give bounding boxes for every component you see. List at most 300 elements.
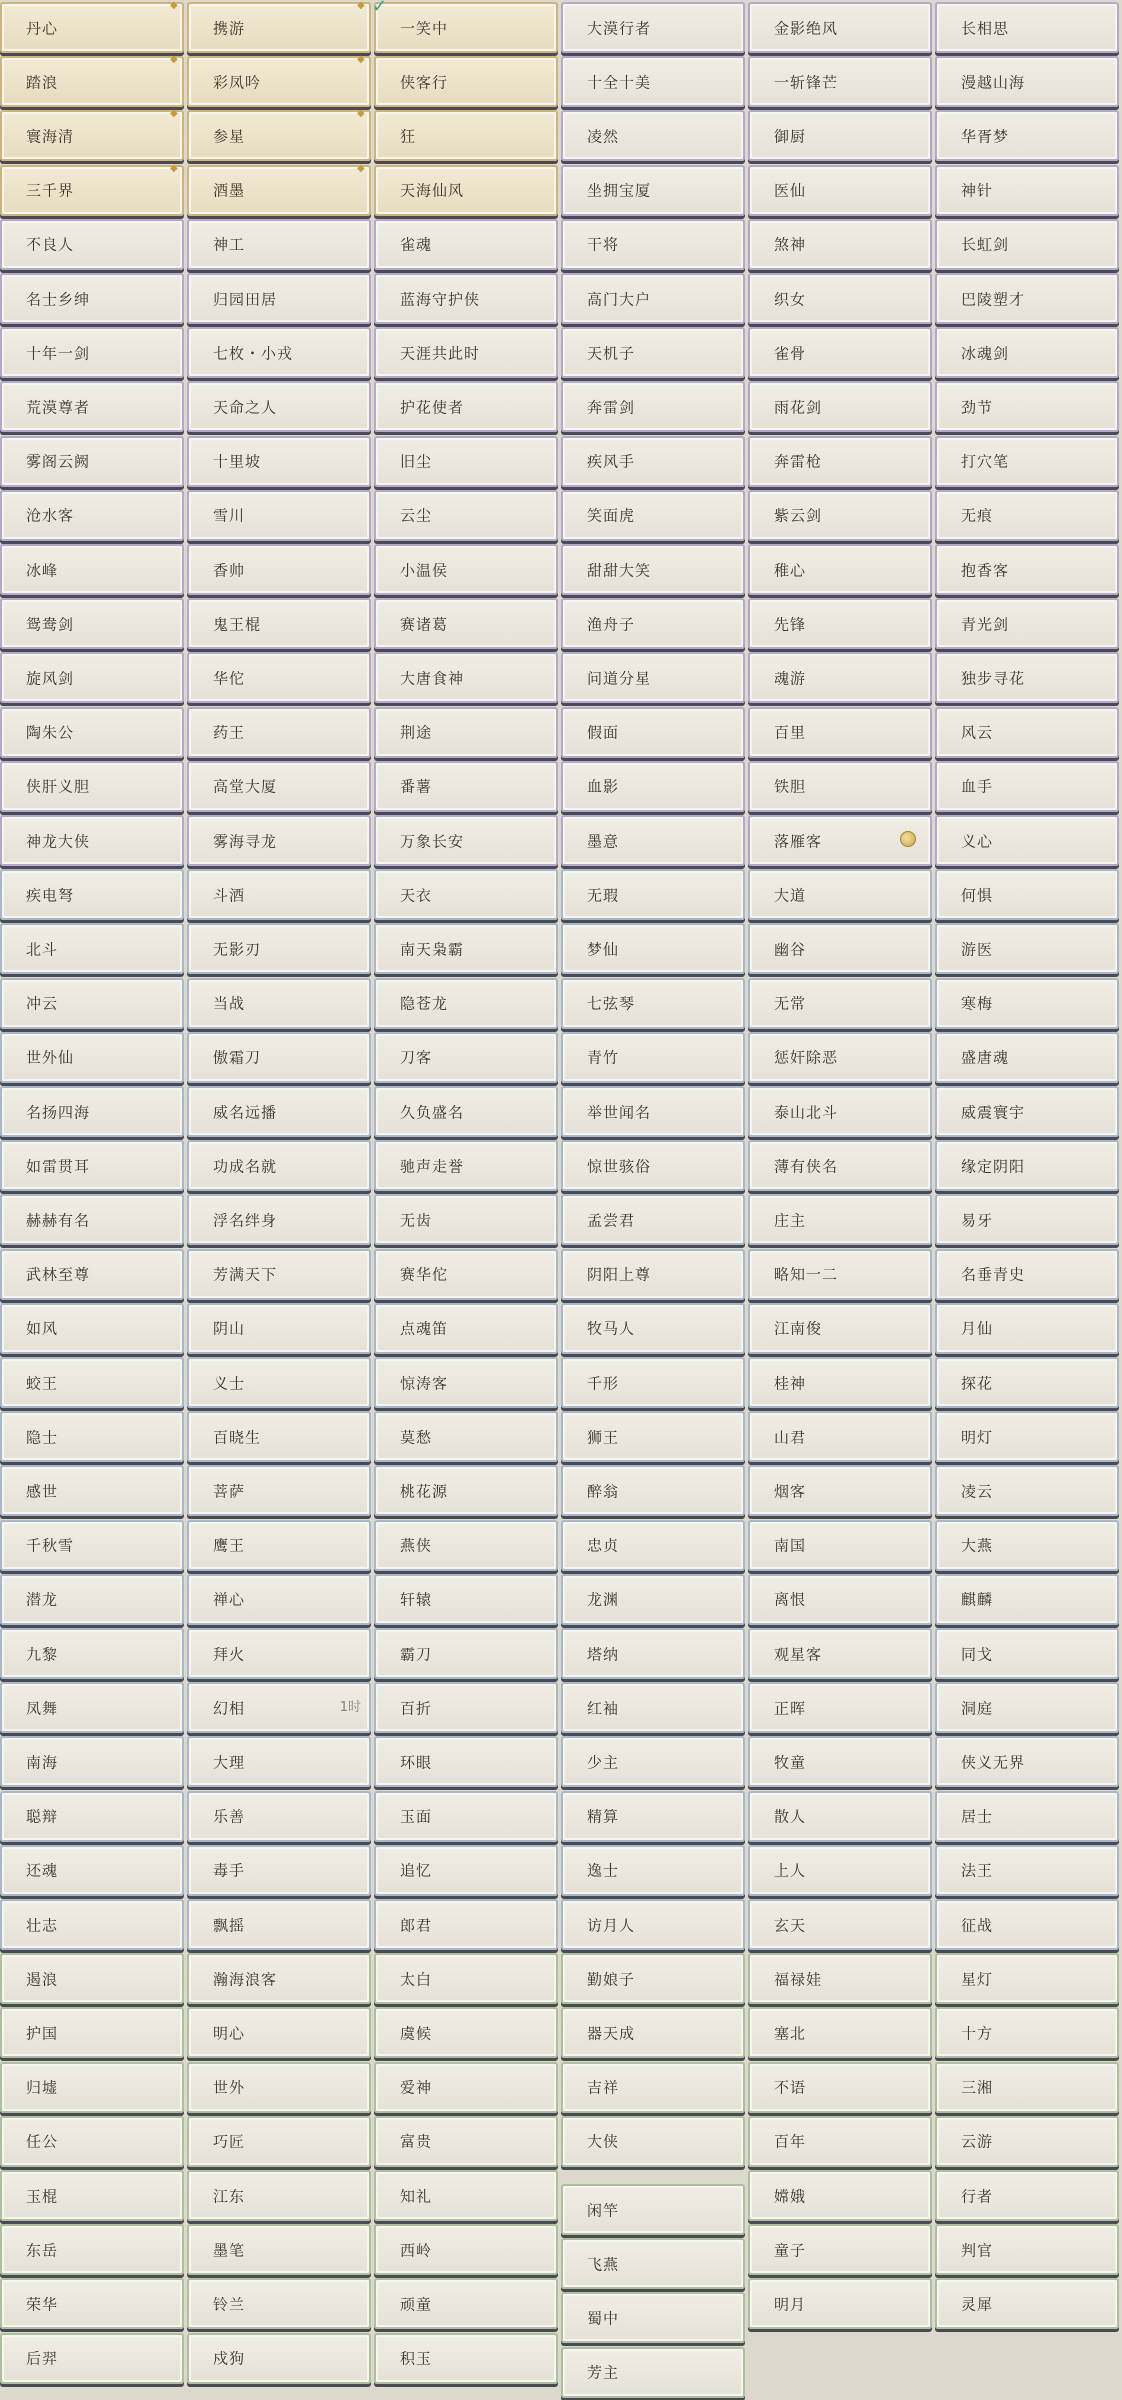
title-cell[interactable] — [0, 273, 184, 324]
title-label: 南天枭霸 — [400, 940, 465, 959]
title-cell[interactable] — [0, 110, 184, 161]
title-label: 青光剑 — [961, 615, 1010, 634]
title-cell[interactable] — [374, 1465, 558, 1516]
title-label: 武林至尊 — [26, 1265, 91, 1284]
title-cell[interactable] — [935, 1736, 1119, 1787]
title-cell[interactable] — [187, 1357, 371, 1408]
title-cell[interactable] — [561, 1249, 745, 1300]
title-cell[interactable] — [935, 2278, 1119, 2329]
title-cell[interactable] — [748, 1140, 932, 1191]
title-cell[interactable] — [374, 327, 558, 378]
title-cell[interactable] — [0, 1303, 184, 1354]
title-cell[interactable] — [0, 869, 184, 920]
title-cell[interactable] — [0, 1357, 184, 1408]
title-cell[interactable] — [374, 1845, 558, 1896]
title-label: 富贵 — [400, 2132, 433, 2151]
title-cell[interactable] — [561, 1628, 745, 1679]
title-cell[interactable] — [935, 707, 1119, 758]
title-cell[interactable] — [187, 1682, 371, 1733]
title-label: 如风 — [26, 1319, 59, 1338]
title-cell[interactable] — [374, 1140, 558, 1191]
title-cell[interactable] — [561, 2347, 745, 2398]
title-cell[interactable] — [561, 2062, 745, 2113]
title-cell[interactable] — [187, 381, 371, 432]
title-cell[interactable] — [374, 436, 558, 487]
title-cell[interactable] — [187, 327, 371, 378]
title-cell[interactable] — [0, 2333, 184, 2384]
title-cell[interactable] — [561, 1845, 745, 1896]
title-cell[interactable] — [748, 327, 932, 378]
title-cell[interactable] — [0, 162, 184, 216]
title-cell[interactable] — [935, 1032, 1119, 1083]
title-cell[interactable] — [0, 1520, 184, 1571]
title-label: 高堂大厦 — [213, 777, 278, 796]
title-cell[interactable] — [561, 1303, 745, 1354]
title-cell[interactable] — [374, 1574, 558, 1625]
title-cell[interactable] — [0, 598, 184, 649]
title-cell[interactable] — [374, 381, 558, 432]
title-cell[interactable] — [187, 1520, 371, 1571]
title-cell[interactable] — [0, 436, 184, 487]
title-cell[interactable] — [748, 923, 932, 974]
title-cell[interactable] — [935, 1574, 1119, 1625]
title-cell[interactable] — [748, 1357, 932, 1408]
title-cell[interactable] — [187, 2333, 371, 2384]
title-cell[interactable] — [935, 1194, 1119, 1245]
title-cell[interactable] — [561, 815, 745, 866]
title-cell[interactable] — [561, 1032, 745, 1083]
title-cell[interactable] — [187, 761, 371, 812]
title-cell[interactable] — [0, 56, 184, 107]
title-cell[interactable] — [748, 1953, 932, 2004]
title-cell[interactable] — [561, 1682, 745, 1733]
title-cell[interactable] — [187, 1628, 371, 1679]
title-cell[interactable] — [748, 490, 932, 541]
title-cell[interactable] — [561, 1791, 745, 1842]
title-label: 精算 — [587, 1807, 620, 1826]
title-cell[interactable] — [0, 2170, 184, 2221]
title-cell[interactable] — [748, 1411, 932, 1462]
title-label: 牧马人 — [587, 1319, 636, 1338]
title-label: 壮志 — [26, 1916, 59, 1934]
title-cell[interactable] — [187, 978, 371, 1029]
title-cell[interactable] — [374, 1086, 558, 1137]
title-label: 威震寰宇 — [961, 1103, 1026, 1121]
title-cell[interactable] — [935, 869, 1119, 920]
title-cell[interactable] — [748, 978, 932, 1029]
title-cell[interactable] — [561, 869, 745, 920]
title-cell[interactable] — [0, 1736, 184, 1787]
title-cell[interactable] — [935, 436, 1119, 487]
title-cell[interactable] — [374, 1411, 558, 1462]
title-cell[interactable] — [374, 1953, 558, 2004]
title-cell[interactable] — [935, 1682, 1119, 1733]
title-cell[interactable] — [748, 652, 932, 703]
title-label: 惊涛客 — [400, 1374, 449, 1392]
title-cell[interactable] — [187, 273, 371, 324]
title-cell[interactable] — [748, 869, 932, 920]
title-cell[interactable] — [748, 761, 932, 812]
title-cell[interactable] — [561, 1465, 745, 1516]
title-cell[interactable] — [935, 761, 1119, 812]
title-label: 天机子 — [587, 344, 636, 363]
title-cell[interactable] — [187, 2224, 371, 2275]
title-cell[interactable] — [0, 1465, 184, 1516]
title-cell[interactable] — [187, 2170, 371, 2221]
title-cell[interactable] — [561, 2116, 745, 2167]
title-cell[interactable] — [748, 815, 932, 866]
title-cell[interactable] — [748, 219, 932, 270]
title-cell[interactable] — [561, 381, 745, 432]
title-cell[interactable] — [374, 761, 558, 812]
title-cell[interactable] — [748, 56, 932, 107]
title-cell[interactable] — [187, 2, 371, 53]
title-cell[interactable] — [935, 598, 1119, 649]
title-cell[interactable] — [748, 1628, 932, 1679]
title-cell[interactable] — [748, 165, 932, 216]
title-cell[interactable] — [935, 2062, 1119, 2113]
title-cell[interactable] — [748, 1736, 932, 1787]
title-cell[interactable] — [187, 1791, 371, 1842]
title-label: 观星客 — [774, 1645, 823, 1663]
title-cell[interactable] — [187, 2116, 371, 2167]
title-label: 洞庭 — [961, 1699, 994, 1718]
title-cell[interactable] — [0, 1953, 184, 2004]
title-label: 织女 — [774, 290, 807, 308]
title-cell[interactable] — [374, 2170, 558, 2221]
title-cell[interactable] — [935, 2224, 1119, 2275]
title-cell[interactable] — [187, 219, 371, 270]
title-label: 雀魂 — [400, 235, 433, 254]
title-cell[interactable] — [187, 544, 371, 595]
title-cell[interactable] — [187, 1899, 371, 1950]
title-cell[interactable] — [935, 978, 1119, 1029]
title-cell[interactable] — [748, 598, 932, 649]
title-cell[interactable] — [935, 1303, 1119, 1354]
title-cell[interactable] — [748, 1032, 932, 1083]
title-label: 雾阁云阙 — [26, 452, 91, 471]
title-cell[interactable] — [935, 165, 1119, 216]
title-cell[interactable] — [935, 1465, 1119, 1516]
title-cell[interactable] — [374, 652, 558, 703]
title-cell[interactable] — [748, 2007, 932, 2058]
title-cell[interactable] — [374, 1303, 558, 1354]
title-cell[interactable] — [748, 1249, 932, 1300]
title-cell[interactable] — [748, 110, 932, 161]
title-cell[interactable] — [187, 1303, 371, 1354]
title-cell[interactable] — [561, 707, 745, 758]
title-cell[interactable] — [561, 923, 745, 974]
title-cell[interactable] — [748, 1303, 932, 1354]
title-cell[interactable] — [561, 1194, 745, 1245]
title-cell[interactable] — [935, 544, 1119, 595]
title-label: 上人 — [774, 1861, 807, 1880]
title-cell[interactable] — [561, 165, 745, 216]
title-cell[interactable] — [748, 1682, 932, 1733]
title-cell[interactable] — [561, 1899, 745, 1950]
title-cell[interactable] — [748, 436, 932, 487]
title-cell[interactable] — [935, 56, 1119, 107]
title-cell[interactable] — [374, 1032, 558, 1083]
title-cell[interactable] — [748, 1465, 932, 1516]
title-cell[interactable] — [561, 2292, 745, 2343]
title-cell[interactable] — [0, 1086, 184, 1137]
title-cell[interactable] — [561, 2184, 745, 2235]
title-cell[interactable] — [935, 1520, 1119, 1571]
title-cell[interactable] — [561, 110, 745, 161]
title-cell[interactable] — [561, 1736, 745, 1787]
title-cell[interactable] — [0, 1032, 184, 1083]
title-cell[interactable] — [748, 2116, 932, 2167]
title-label: 御厨 — [774, 127, 807, 146]
title-cell[interactable] — [935, 815, 1119, 866]
title-cell[interactable] — [935, 381, 1119, 432]
title-cell[interactable] — [187, 869, 371, 920]
title-cell[interactable] — [0, 707, 184, 758]
title-cell[interactable] — [374, 1791, 558, 1842]
title-cell[interactable] — [374, 2, 558, 53]
title-cell[interactable] — [374, 490, 558, 541]
title-cell[interactable] — [374, 1736, 558, 1787]
title-cell[interactable] — [374, 219, 558, 270]
title-cell[interactable] — [0, 1682, 184, 1733]
title-cell[interactable] — [748, 2, 932, 53]
title-label: 华胥梦 — [961, 127, 1010, 146]
title-cell[interactable] — [0, 1194, 184, 1245]
title-cell[interactable] — [374, 1194, 558, 1245]
title-cell[interactable] — [0, 381, 184, 432]
title-cell[interactable] — [0, 2062, 184, 2113]
title-cell[interactable] — [561, 2007, 745, 2058]
title-cell[interactable] — [374, 2116, 558, 2167]
title-cell[interactable] — [187, 1140, 371, 1191]
title-cell[interactable] — [748, 2224, 932, 2275]
title-cell[interactable] — [374, 165, 558, 216]
title-cell[interactable] — [561, 436, 745, 487]
title-cell[interactable] — [935, 1791, 1119, 1842]
title-cell[interactable] — [374, 2224, 558, 2275]
title-cell[interactable] — [374, 1628, 558, 1679]
title-cell[interactable] — [187, 598, 371, 649]
title-cell[interactable] — [0, 490, 184, 541]
title-cell[interactable] — [935, 1357, 1119, 1408]
title-cell[interactable] — [561, 327, 745, 378]
title-cell[interactable] — [748, 2170, 932, 2221]
title-cell[interactable] — [935, 1140, 1119, 1191]
title-cell[interactable] — [374, 56, 558, 107]
title-cell[interactable] — [0, 1140, 184, 1191]
title-cell[interactable] — [0, 761, 184, 812]
title-label: 归墟 — [26, 2078, 59, 2097]
title-cell[interactable] — [935, 110, 1119, 161]
title-cell[interactable] — [0, 652, 184, 703]
title-cell[interactable] — [748, 2278, 932, 2329]
title-cell[interactable] — [187, 707, 371, 758]
title-cell[interactable] — [0, 1845, 184, 1896]
title-cell[interactable] — [374, 978, 558, 1029]
title-label: 东岳 — [26, 2241, 59, 2260]
title-cell[interactable] — [935, 219, 1119, 270]
title-cell[interactable] — [187, 2062, 371, 2113]
title-cell[interactable] — [0, 815, 184, 866]
title-cell[interactable] — [374, 815, 558, 866]
title-cell[interactable] — [935, 327, 1119, 378]
title-cell[interactable] — [187, 436, 371, 487]
title-label: 假面 — [587, 723, 620, 742]
title-cell[interactable] — [748, 381, 932, 432]
title-cell[interactable] — [561, 2238, 745, 2289]
title-label: 凌云 — [961, 1482, 994, 1501]
title-cell[interactable] — [0, 1249, 184, 1300]
title-cell[interactable] — [748, 1791, 932, 1842]
title-cell[interactable] — [0, 1411, 184, 1462]
title-cell[interactable] — [0, 978, 184, 1029]
title-cell[interactable] — [187, 652, 371, 703]
title-cell[interactable] — [0, 1628, 184, 1679]
title-cell[interactable] — [187, 815, 371, 866]
title-cell[interactable] — [935, 1249, 1119, 1300]
title-cell[interactable] — [374, 2278, 558, 2329]
title-cell[interactable] — [0, 1899, 184, 1950]
title-cell[interactable] — [561, 1520, 745, 1571]
title-label: 巴陵塑才 — [961, 290, 1026, 308]
title-cell[interactable] — [0, 2278, 184, 2329]
title-cell[interactable] — [0, 1574, 184, 1625]
title-cell[interactable] — [187, 1249, 371, 1300]
title-cell[interactable] — [748, 273, 932, 324]
title-cell[interactable] — [561, 2, 745, 53]
title-cell[interactable] — [561, 544, 745, 595]
title-cell[interactable] — [935, 1086, 1119, 1137]
title-cell[interactable] — [0, 2224, 184, 2275]
title-cell[interactable] — [374, 1682, 558, 1733]
title-cell[interactable] — [0, 544, 184, 595]
title-cell[interactable] — [187, 923, 371, 974]
title-cell[interactable] — [935, 1845, 1119, 1896]
title-cell[interactable] — [561, 56, 745, 107]
title-cell[interactable] — [187, 1086, 371, 1137]
title-cell[interactable] — [748, 544, 932, 595]
title-label: 稚心 — [774, 561, 807, 579]
title-cell[interactable] — [561, 490, 745, 541]
title-cell[interactable] — [374, 598, 558, 649]
title-cell[interactable] — [561, 1086, 745, 1137]
title-cell[interactable] — [0, 923, 184, 974]
title-label: 点魂笛 — [400, 1319, 449, 1338]
corner-ornament-icon: ◆ — [357, 54, 365, 66]
title-cell[interactable] — [187, 1194, 371, 1245]
title-cell[interactable] — [187, 1411, 371, 1462]
title-label: 感世 — [26, 1482, 59, 1501]
title-cell[interactable] — [0, 219, 184, 270]
title-cell[interactable] — [935, 490, 1119, 541]
title-cell[interactable] — [187, 1953, 371, 2004]
title-cell[interactable] — [0, 1791, 184, 1842]
title-cell[interactable] — [0, 2007, 184, 2058]
title-cell[interactable] — [935, 2116, 1119, 2167]
title-cell[interactable] — [0, 2, 184, 53]
title-cell[interactable] — [935, 2, 1119, 53]
title-cell[interactable] — [374, 110, 558, 161]
title-cell[interactable] — [187, 1574, 371, 1625]
title-cell[interactable] — [561, 1411, 745, 1462]
title-cell[interactable] — [561, 219, 745, 270]
title-cell[interactable] — [374, 2062, 558, 2113]
title-cell[interactable] — [374, 869, 558, 920]
title-cell[interactable] — [935, 273, 1119, 324]
title-cell[interactable] — [748, 2062, 932, 2113]
title-label: 月仙 — [961, 1319, 994, 1338]
title-cell[interactable] — [561, 652, 745, 703]
title-cell[interactable] — [187, 1465, 371, 1516]
title-cell[interactable] — [187, 1736, 371, 1787]
title-cell[interactable] — [374, 273, 558, 324]
title-cell[interactable] — [0, 2116, 184, 2167]
title-cell[interactable] — [935, 2007, 1119, 2058]
title-cell[interactable] — [748, 1899, 932, 1950]
title-cell[interactable] — [748, 1086, 932, 1137]
title-label: 一斩锋芒 — [774, 73, 839, 92]
title-cell[interactable] — [561, 598, 745, 649]
title-cell[interactable] — [935, 1953, 1119, 2004]
title-cell[interactable] — [561, 761, 745, 812]
title-cell[interactable] — [374, 1357, 558, 1408]
title-cell[interactable] — [748, 1574, 932, 1625]
title-label: 漫越山海 — [961, 73, 1026, 92]
title-cell[interactable] — [935, 652, 1119, 703]
title-cell[interactable] — [935, 923, 1119, 974]
title-label: 千形 — [587, 1374, 620, 1392]
title-cell[interactable] — [561, 273, 745, 324]
title-cell[interactable] — [374, 1249, 558, 1300]
title-cell[interactable] — [374, 707, 558, 758]
title-cell[interactable] — [935, 1899, 1119, 1950]
title-cell[interactable] — [187, 490, 371, 541]
title-cell[interactable] — [561, 1574, 745, 1625]
title-cell[interactable] — [748, 1845, 932, 1896]
title-cell[interactable] — [374, 2333, 558, 2384]
title-cell[interactable] — [187, 2007, 371, 2058]
title-cell[interactable] — [187, 1845, 371, 1896]
title-cell[interactable] — [561, 1357, 745, 1408]
title-cell[interactable] — [935, 1411, 1119, 1462]
title-cell[interactable] — [561, 1953, 745, 2004]
title-cell[interactable] — [935, 2170, 1119, 2221]
title-cell[interactable] — [935, 1628, 1119, 1679]
title-cell[interactable] — [187, 110, 371, 161]
title-cell[interactable] — [374, 1899, 558, 1950]
title-cell[interactable] — [748, 1194, 932, 1245]
title-label: 浮名绊身 — [213, 1211, 278, 1230]
title-cell[interactable] — [187, 1032, 371, 1083]
title-label: 聪辩 — [26, 1807, 59, 1826]
title-cell[interactable] — [374, 1520, 558, 1571]
title-cell[interactable] — [374, 923, 558, 974]
title-cell[interactable] — [187, 162, 371, 216]
title-label: 丹心 — [26, 19, 59, 37]
title-label: 一笑中 — [400, 19, 449, 37]
title-cell[interactable] — [561, 1140, 745, 1191]
title-label: 庄主 — [774, 1211, 807, 1230]
title-cell[interactable] — [187, 2278, 371, 2329]
title-cell[interactable] — [374, 2007, 558, 2058]
title-cell[interactable] — [561, 978, 745, 1029]
title-cell[interactable] — [374, 544, 558, 595]
title-cell[interactable] — [0, 327, 184, 378]
title-cell[interactable] — [187, 56, 371, 107]
title-cell[interactable] — [748, 707, 932, 758]
title-cell[interactable] — [748, 1520, 932, 1571]
